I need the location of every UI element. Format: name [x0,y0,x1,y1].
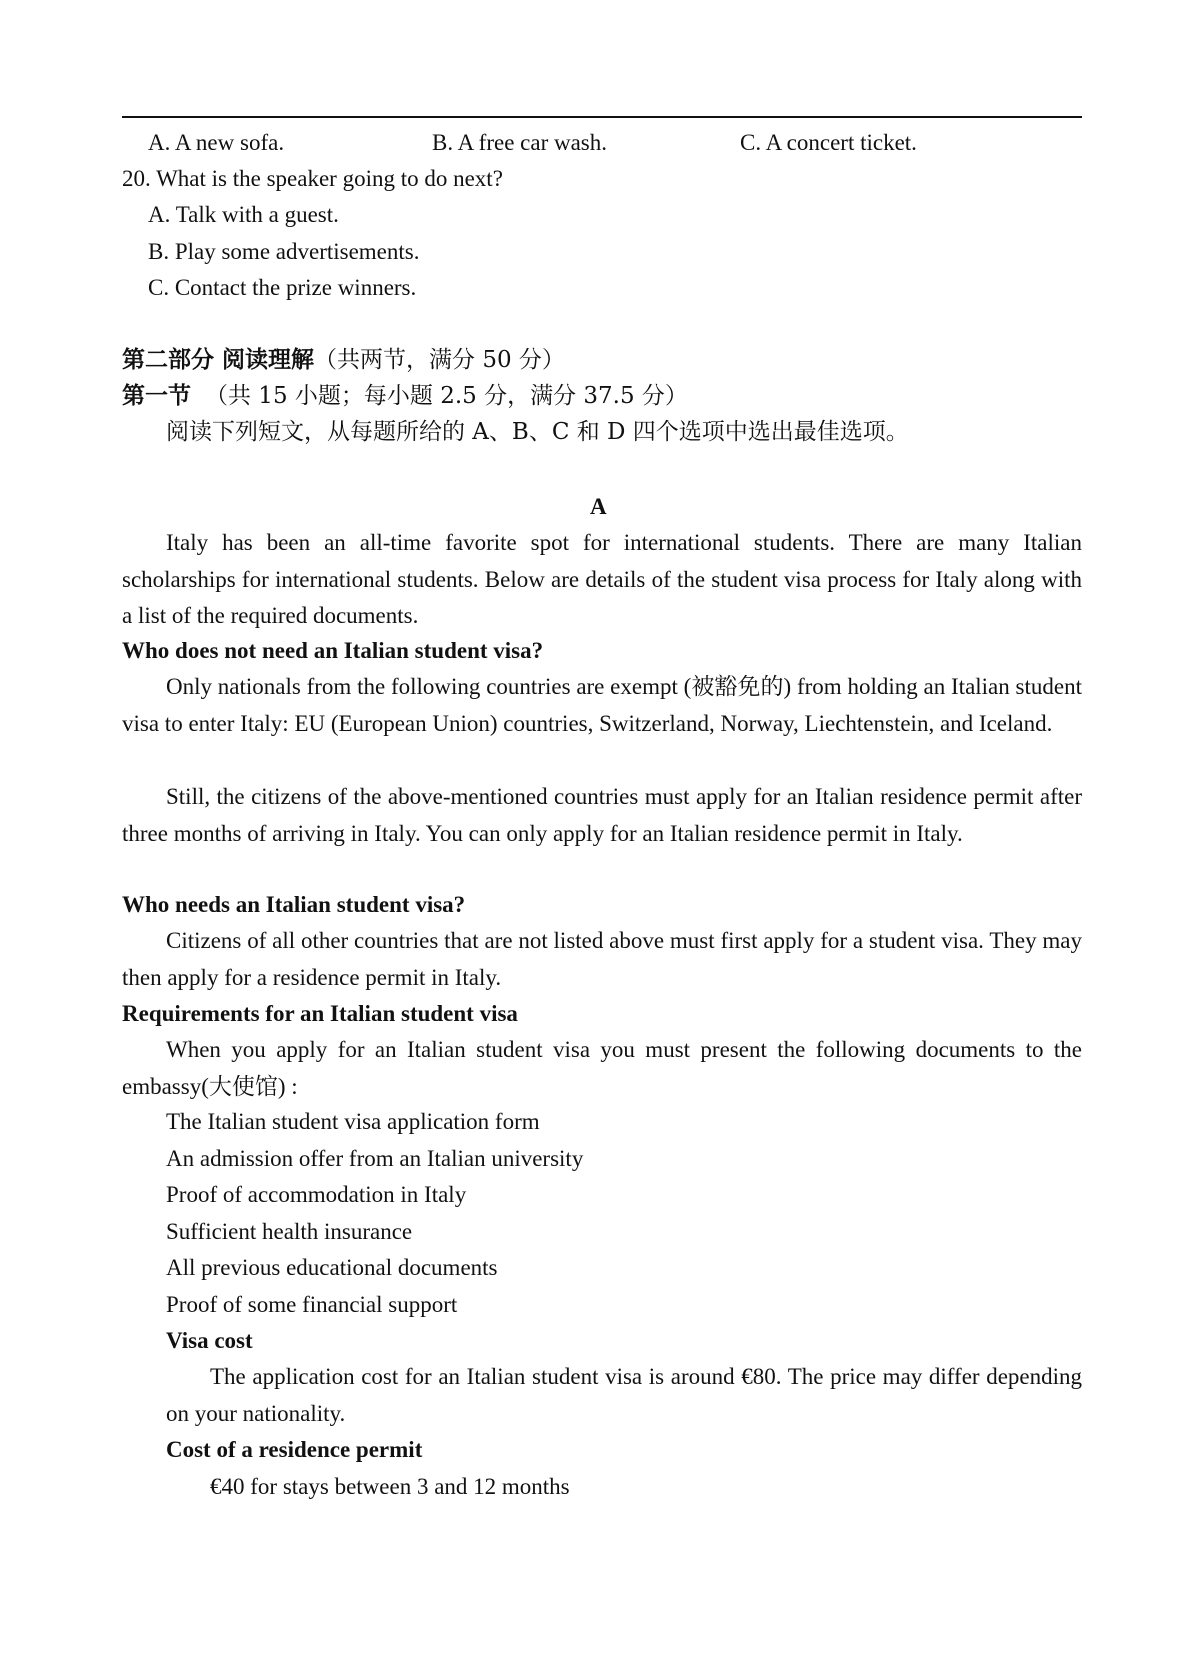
part-title [122,345,565,375]
document-item: Sufficient health insurance [166,1219,413,1244]
q19-option-a: A. A new sofa. [148,130,285,155]
paragraph-visa-cost: The application cost for an Italian student visa is around €80. The price may differ depending on your nationality. [166,1364,1082,1426]
document-item: An admission offer from an Italian university [166,1146,584,1171]
document-item: All previous educational documents [166,1255,498,1280]
subsection-title-rest: （共 15 小题；每小题 2.5 分，满分 37.5 分） [205,383,688,409]
document-item: Proof of accommodation in Italy [166,1182,467,1207]
part-title-bold: 第二部分 阅读理解 [122,346,315,373]
paragraph-exempt: Only nationals from the following countries are exempt (被豁免的) from holding an Italian student visa to enter Italy: EU (European Union) countries, Switzerland, Norway, Liechtenstein, and Iceland. [122,674,1082,736]
heading-visa-cost: Visa cost [166,1328,253,1353]
passage-intro: Italy has been an all-time favorite spot for international students. There are many Italian scholarships for international students. Below are details of the student visa process for Italy along with a list of the required documents. [122,530,1082,629]
subsection-title [122,381,688,411]
part-title-rest: （共两节，满分 50 分） [314,347,565,373]
instruction: 阅读下列短文，从每题所给的 A、B、C 和 D 四个选项中选出最佳选项。 [166,419,909,445]
heading-residence-cost: Cost of a residence permit [166,1437,423,1462]
document-item: Proof of some financial support [166,1292,458,1317]
document-item: The Italian student visa application form [166,1109,540,1134]
passage-letter: A [590,494,607,519]
q20-option-b: B. Play some advertisements. [148,239,420,264]
q19-option-b: B. A free car wash. [432,130,607,155]
top-rule [122,116,1082,118]
q19-option-c: C. A concert ticket. [740,130,917,155]
residence-cost-item: €40 for stays between 3 and 12 months [210,1474,570,1499]
paragraph-residence: Still, the citizens of the above-mentioned countries must apply for an Italian residence permit after three months of arriving in Italy. You can only apply for an Italian residence permit in Italy. [122,784,1082,846]
heading-needs-visa: Who needs an Italian student visa? [122,892,466,917]
paragraph-documents: When you apply for an Italian student visa you must present the following documents to the embassy(大使馆) : [122,1037,1082,1099]
q20-question: 20. What is the speaker going to do next? [122,166,503,191]
heading-requirements: Requirements for an Italian student visa [122,1001,518,1026]
q20-option-a: A. Talk with a guest. [148,202,339,227]
paragraph-citizens: Citizens of all other countries that are not listed above must first apply for a student visa. They may then apply for a residence permit in Italy. [122,928,1082,990]
subsection-title-bold: 第一节 [122,382,191,409]
q20-option-c: C. Contact the prize winners. [148,275,417,300]
heading-no-visa: Who does not need an Italian student visa? [122,638,544,663]
